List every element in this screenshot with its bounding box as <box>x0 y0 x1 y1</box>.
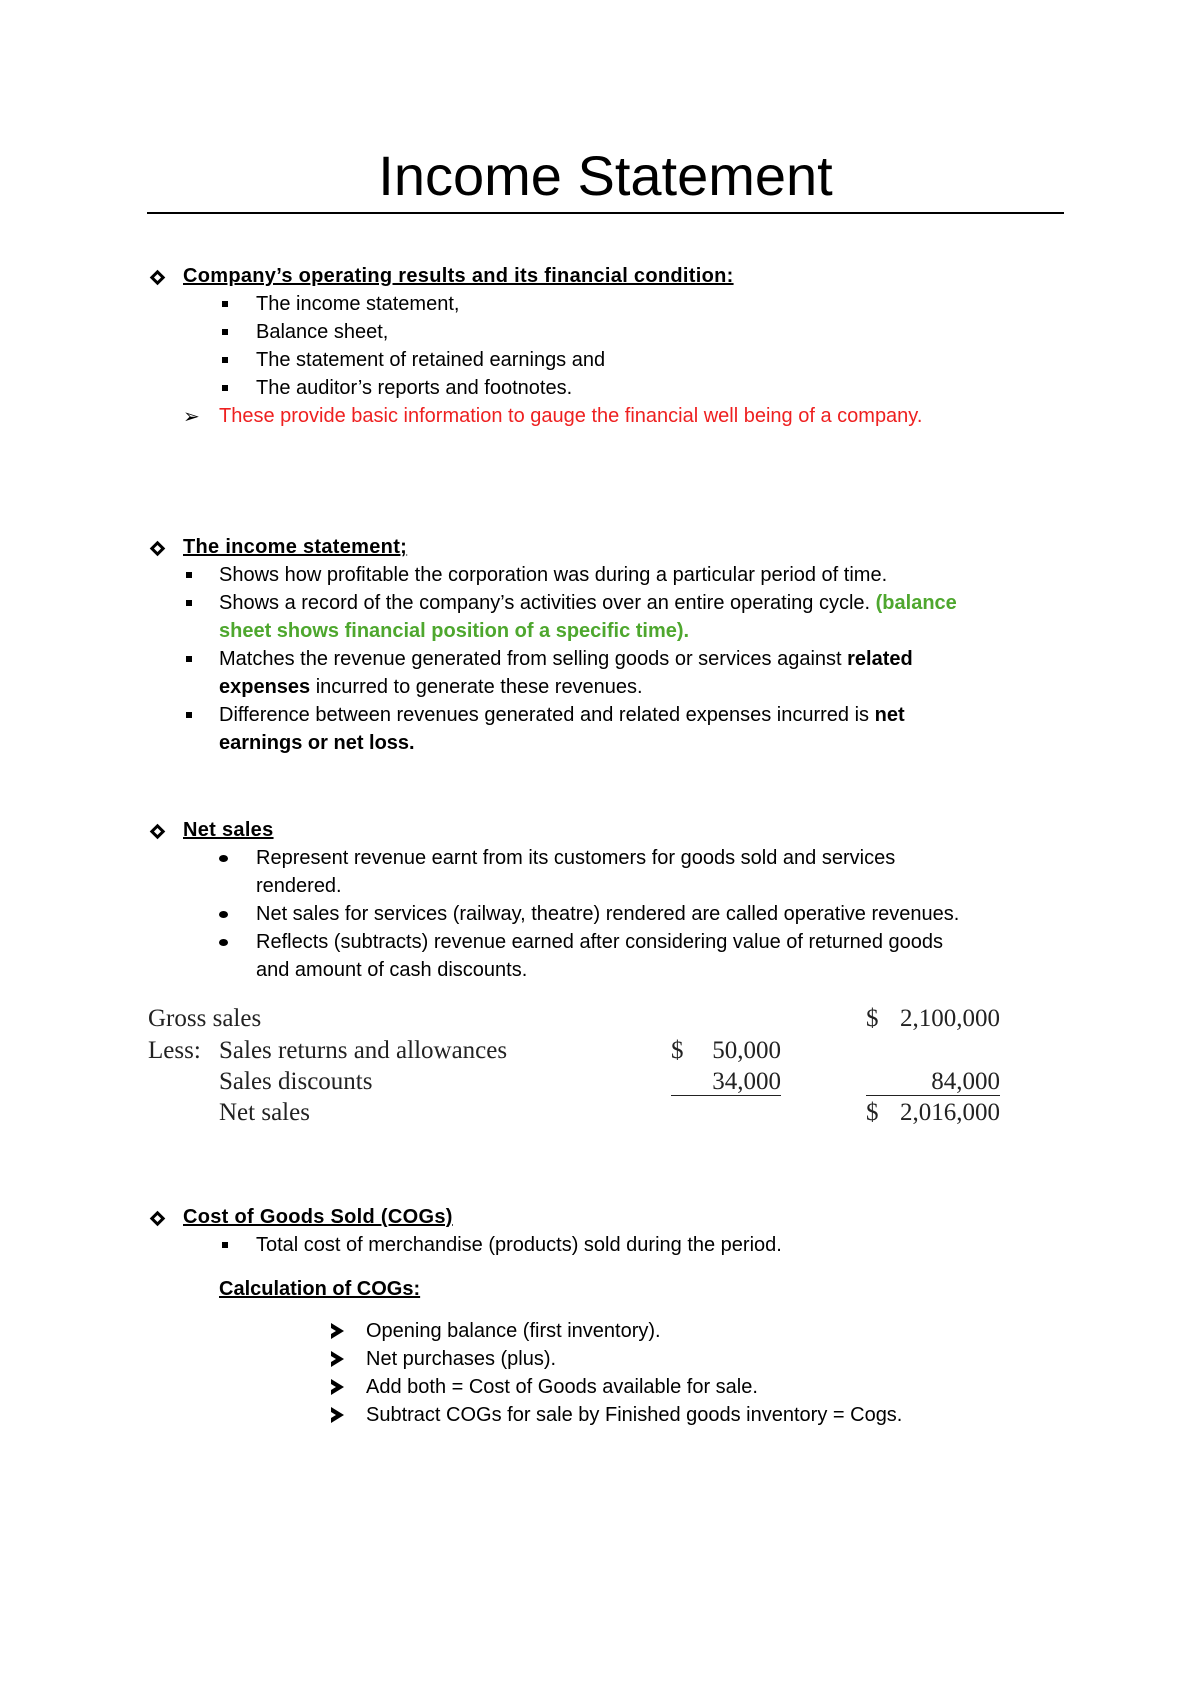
section-heading: Company’s operating results and its financial condition: <box>183 265 734 287</box>
red-note: These provide basic information to gauge the financial well being of a company. <box>219 405 923 427</box>
green-note: (balance <box>875 592 957 614</box>
net-sales-label: Net sales <box>219 1099 310 1126</box>
arrow-bullet-icon <box>331 1351 344 1367</box>
bold-term: expenses <box>219 676 311 698</box>
subsection-heading: Calculation of COGs: <box>219 1278 421 1300</box>
list-item: Balance sheet, <box>256 321 389 343</box>
list-item-continuation: and amount of cash discounts. <box>256 959 528 981</box>
green-note: sheet shows financial position of a specific time). <box>219 620 690 642</box>
list-item: Shows how profitable the corporation was during a particular period of time. <box>219 564 888 586</box>
deductions-underline <box>866 1095 1000 1096</box>
arrow-bullet-icon: ➢ <box>183 404 200 428</box>
square-bullet-icon <box>222 357 228 363</box>
net-sales-value: 2,016,000 <box>900 1099 1000 1126</box>
list-item <box>219 701 905 729</box>
discounts-value: 34,000 <box>712 1068 781 1095</box>
list-item: Opening balance (first inventory). <box>366 1320 661 1342</box>
discounts-label: Sales discounts <box>219 1068 373 1095</box>
returns-label: Sales returns and allowances <box>219 1037 508 1064</box>
diamond-bullet-icon <box>150 270 166 286</box>
square-bullet-icon <box>186 600 192 606</box>
gross-sales-value: 2,100,000 <box>900 1005 1000 1032</box>
section-heading: Cost of Goods Sold (COGs) <box>183 1206 453 1228</box>
page-title: Income Statement <box>378 144 833 207</box>
bold-term: earnings or net loss. <box>219 732 415 754</box>
list-item: Reflects (subtracts) revenue earned after considering value of returned goods <box>256 931 944 953</box>
square-bullet-icon <box>186 656 192 662</box>
list-item <box>219 589 957 617</box>
total-deductions-value: 84,000 <box>931 1068 1000 1095</box>
section-heading: Net sales <box>183 819 274 841</box>
returns-currency: $ <box>671 1037 684 1064</box>
net-sales-currency: $ <box>866 1099 879 1126</box>
square-bullet-icon <box>222 385 228 391</box>
subtotal-underline <box>671 1095 781 1096</box>
section-heading: The income statement; <box>183 536 408 558</box>
list-item: Net purchases (plus). <box>366 1348 557 1370</box>
gross-sales-currency: $ <box>866 1005 879 1032</box>
list-item: The statement of retained earnings and <box>256 349 606 371</box>
title-underline <box>147 212 1064 214</box>
list-item: The auditor’s reports and footnotes. <box>256 377 573 399</box>
diamond-bullet-icon <box>150 1211 166 1227</box>
square-bullet-icon <box>222 1242 228 1248</box>
list-item-text: Shows a record of the company’s activities over an entire operating cycle. <box>219 592 871 614</box>
less-label: Less: <box>148 1037 201 1064</box>
square-bullet-icon <box>186 572 192 578</box>
arrow-bullet-icon <box>331 1407 344 1423</box>
list-item: Add both = Cost of Goods available for sale. <box>366 1376 758 1398</box>
returns-value: 50,000 <box>712 1037 781 1064</box>
arrow-bullet-icon <box>331 1379 344 1395</box>
square-bullet-icon <box>222 301 228 307</box>
square-bullet-icon <box>186 712 192 718</box>
list-item: Net sales for services (railway, theatre) rendered are called operative revenues. <box>256 903 960 925</box>
list-item-continuation: rendered. <box>256 875 342 897</box>
round-bullet-icon <box>219 939 228 946</box>
list-item: Total cost of merchandise (products) sold during the period. <box>256 1234 782 1256</box>
diamond-bullet-icon <box>150 541 166 557</box>
bold-term: related <box>847 648 913 670</box>
list-item-text: incurred to generate these revenues. <box>315 676 643 698</box>
list-item <box>219 645 913 673</box>
round-bullet-icon <box>219 911 228 918</box>
list-item-text: Matches the revenue generated from selling goods or services against <box>219 648 842 670</box>
bold-term: net <box>874 704 905 726</box>
round-bullet-icon <box>219 855 228 862</box>
list-item-continuation <box>219 673 643 701</box>
diamond-bullet-icon <box>150 824 166 840</box>
gross-sales-label: Gross sales <box>148 1005 262 1032</box>
list-item: Subtract COGs for sale by Finished goods inventory = Cogs. <box>366 1404 903 1426</box>
list-item-text: Difference between revenues generated and related expenses incurred is <box>219 704 870 726</box>
list-item: The income statement, <box>256 293 460 315</box>
arrow-bullet-icon <box>331 1323 344 1339</box>
square-bullet-icon <box>222 329 228 335</box>
list-item: Represent revenue earnt from its customers for goods sold and services <box>256 847 896 869</box>
